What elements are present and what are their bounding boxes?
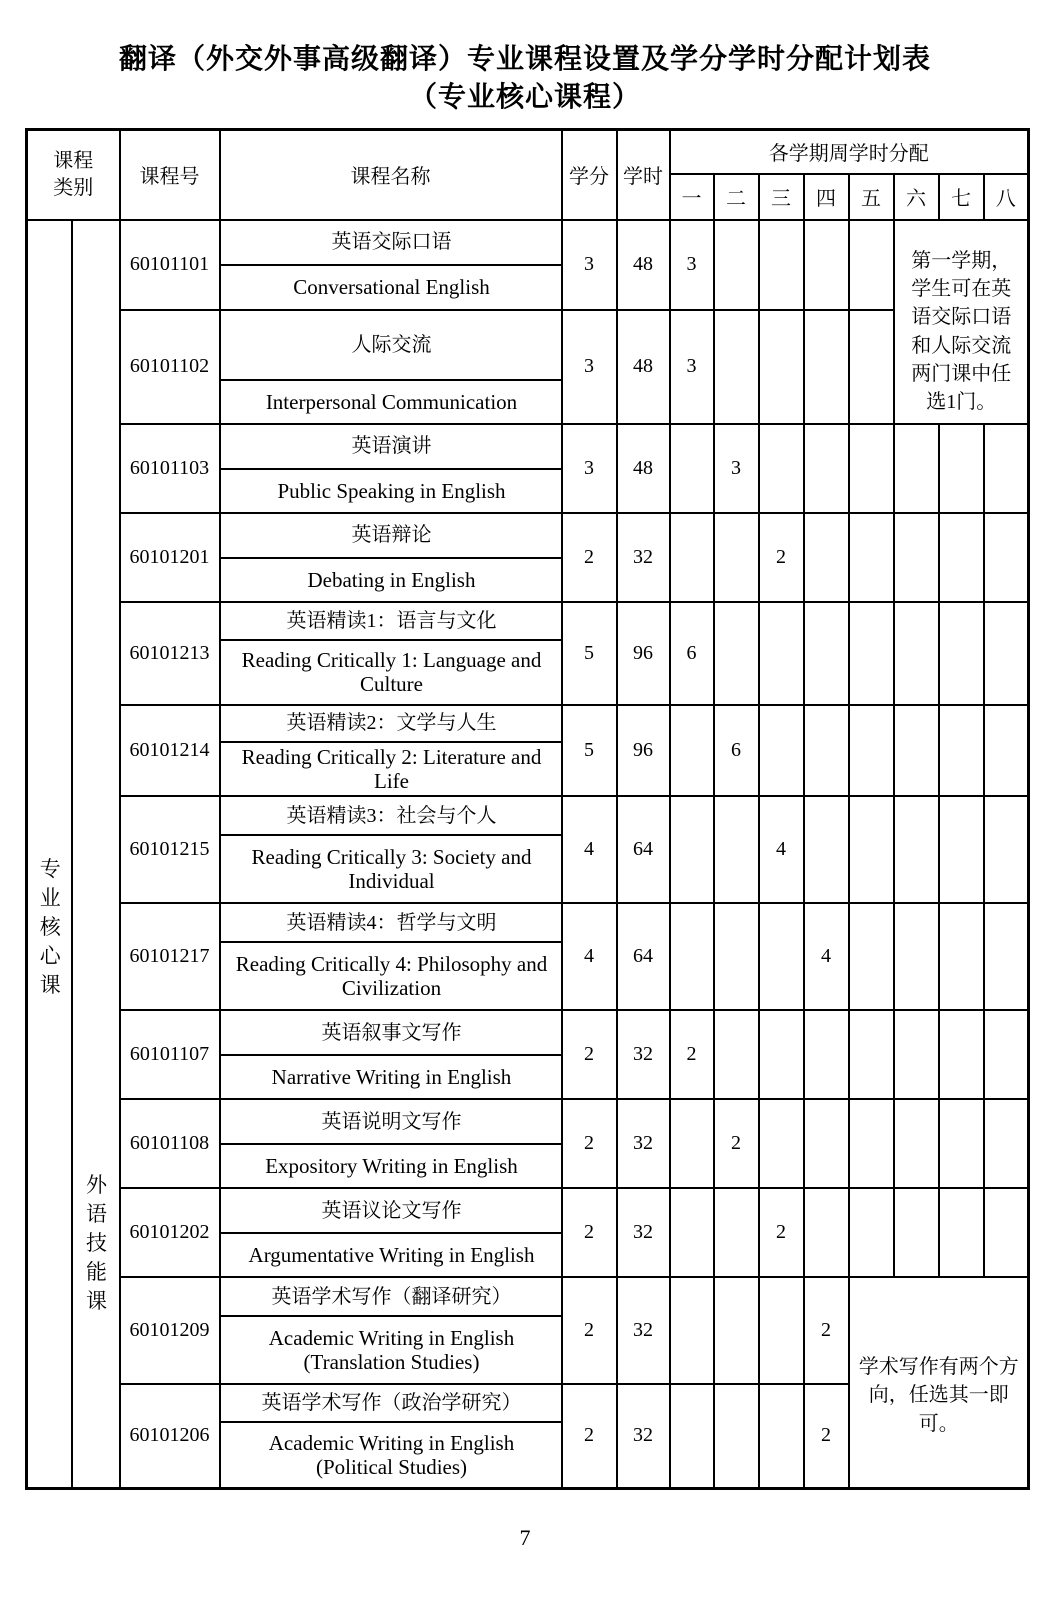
course-name-cn: 英语交际口语 bbox=[220, 220, 562, 265]
header-category bbox=[27, 130, 120, 220]
sem-hours-4 bbox=[804, 1188, 849, 1277]
sem-hours-4 bbox=[804, 220, 849, 310]
sem-hours-3 bbox=[759, 602, 804, 705]
sem-hours-4: 2 bbox=[804, 1384, 849, 1488]
sem-hours-4 bbox=[804, 705, 849, 796]
course-hours: 96 bbox=[617, 705, 670, 796]
course-name-cn: 英语议论文写作 bbox=[220, 1188, 562, 1233]
sem-hours-2 bbox=[714, 1188, 759, 1277]
header-course-name: 课程名称 bbox=[220, 130, 562, 220]
course-name-cn: 英语说明文写作 bbox=[220, 1099, 562, 1144]
sem-hours-8 bbox=[984, 424, 1029, 513]
course-hours: 48 bbox=[617, 424, 670, 513]
course-hours: 32 bbox=[617, 1384, 670, 1488]
course-hours: 96 bbox=[617, 602, 670, 705]
sem-hours-4 bbox=[804, 310, 849, 424]
course-code: 60101206 bbox=[120, 1384, 220, 1488]
title-line-2: （专业核心课程） bbox=[408, 81, 641, 112]
sem-hours-8 bbox=[984, 602, 1029, 705]
course-code: 60101213 bbox=[120, 602, 220, 705]
table-row bbox=[27, 602, 1029, 640]
sem-hours-5 bbox=[849, 1099, 894, 1188]
header-sem-4: 四 bbox=[804, 174, 849, 220]
sem-hours-3 bbox=[759, 705, 804, 796]
sem-hours-5 bbox=[849, 1188, 894, 1277]
course-credits: 2 bbox=[562, 1277, 617, 1384]
course-name-en: Reading Critically 3: Society and Individual bbox=[220, 835, 562, 903]
course-name-en: Argumentative Writing in English bbox=[220, 1233, 562, 1277]
sem-hours-5 bbox=[849, 513, 894, 602]
header-sem-2: 二 bbox=[714, 174, 759, 220]
sem-hours-7 bbox=[939, 705, 984, 796]
sem-hours-7 bbox=[939, 903, 984, 1010]
sem-hours-6 bbox=[894, 602, 939, 705]
course-credits: 4 bbox=[562, 903, 617, 1010]
sem-hours-3 bbox=[759, 1099, 804, 1188]
table-row bbox=[27, 1277, 1029, 1316]
course-name-en: Reading Critically 4: Philosophy and Civilization bbox=[220, 942, 562, 1010]
note-semester1-choice: 第一学期，学生可在英语交际口语和人际交流两门课中任选1门。 bbox=[894, 220, 1029, 424]
header-category-label: 课程类别 bbox=[53, 149, 94, 199]
sem-hours-2 bbox=[714, 513, 759, 602]
sem-hours-1 bbox=[670, 513, 714, 602]
course-name-cn: 英语精读3：社会与个人 bbox=[220, 796, 562, 835]
sem-hours-3: 2 bbox=[759, 1188, 804, 1277]
sem-hours-8 bbox=[984, 796, 1029, 903]
course-credits: 3 bbox=[562, 220, 617, 310]
sem-hours-5 bbox=[849, 705, 894, 796]
sem-hours-1 bbox=[670, 796, 714, 903]
category-secondary-label: 外语技能课 bbox=[83, 1173, 108, 1319]
sem-hours-4 bbox=[804, 602, 849, 705]
course-name-en: Academic Writing in English (Political Studies) bbox=[220, 1422, 562, 1488]
course-hours: 32 bbox=[617, 1010, 670, 1099]
course-hours: 48 bbox=[617, 220, 670, 310]
course-name-en: Expository Writing in English bbox=[220, 1144, 562, 1188]
course-code: 60101103 bbox=[120, 424, 220, 513]
sem-hours-5 bbox=[849, 903, 894, 1010]
course-name-cn: 英语学术写作（翻译研究） bbox=[220, 1277, 562, 1316]
sem-hours-8 bbox=[984, 705, 1029, 796]
sem-hours-3 bbox=[759, 1010, 804, 1099]
category-secondary bbox=[72, 220, 120, 1489]
category-primary bbox=[27, 220, 72, 1489]
sem-hours-7 bbox=[939, 513, 984, 602]
table-row bbox=[27, 903, 1029, 942]
sem-hours-4: 2 bbox=[804, 1277, 849, 1384]
sem-hours-7 bbox=[939, 1099, 984, 1188]
course-credits: 5 bbox=[562, 705, 617, 796]
course-code: 60101101 bbox=[120, 220, 220, 310]
course-name-en: Interpersonal Communication bbox=[220, 380, 562, 424]
category-primary-label: 专业核心课 bbox=[37, 857, 62, 1003]
sem-hours-2: 6 bbox=[714, 705, 759, 796]
course-credits: 2 bbox=[562, 513, 617, 602]
table-row bbox=[27, 513, 1029, 558]
course-hours: 32 bbox=[617, 1277, 670, 1384]
course-code: 60101107 bbox=[120, 1010, 220, 1099]
sem-hours-6 bbox=[894, 1099, 939, 1188]
sem-hours-7 bbox=[939, 796, 984, 903]
course-credits: 2 bbox=[562, 1099, 617, 1188]
sem-hours-2 bbox=[714, 1010, 759, 1099]
sem-hours-1 bbox=[670, 903, 714, 1010]
header-sem-8: 八 bbox=[984, 174, 1029, 220]
course-code: 60101201 bbox=[120, 513, 220, 602]
sem-hours-2: 2 bbox=[714, 1099, 759, 1188]
sem-hours-4 bbox=[804, 1099, 849, 1188]
course-hours: 32 bbox=[617, 513, 670, 602]
sem-hours-7 bbox=[939, 1010, 984, 1099]
sem-hours-2 bbox=[714, 903, 759, 1010]
table-row bbox=[27, 310, 1029, 380]
sem-hours-1: 3 bbox=[670, 220, 714, 310]
header-sem-1: 一 bbox=[670, 174, 714, 220]
course-name-en: Public Speaking in English bbox=[220, 469, 562, 513]
sem-hours-7 bbox=[939, 1188, 984, 1277]
sem-hours-4 bbox=[804, 796, 849, 903]
header-sem-3: 三 bbox=[759, 174, 804, 220]
sem-hours-5 bbox=[849, 220, 894, 310]
table-row bbox=[27, 705, 1029, 742]
sem-hours-3: 2 bbox=[759, 513, 804, 602]
sem-hours-2 bbox=[714, 602, 759, 705]
sem-hours-8 bbox=[984, 1099, 1029, 1188]
sem-hours-8 bbox=[984, 513, 1029, 602]
header-sem-5: 五 bbox=[849, 174, 894, 220]
course-code: 60101214 bbox=[120, 705, 220, 796]
sem-hours-5 bbox=[849, 796, 894, 903]
sem-hours-8 bbox=[984, 1010, 1029, 1099]
header-sem-7: 七 bbox=[939, 174, 984, 220]
sem-hours-4 bbox=[804, 513, 849, 602]
sem-hours-1 bbox=[670, 1384, 714, 1488]
sem-hours-5 bbox=[849, 1010, 894, 1099]
sem-hours-4: 4 bbox=[804, 903, 849, 1010]
sem-hours-1 bbox=[670, 1277, 714, 1384]
sem-hours-1 bbox=[670, 1188, 714, 1277]
sem-hours-2 bbox=[714, 796, 759, 903]
course-credits: 5 bbox=[562, 602, 617, 705]
table-row bbox=[27, 796, 1029, 835]
page-title bbox=[0, 40, 1050, 116]
sem-hours-3 bbox=[759, 1384, 804, 1488]
sem-hours-5 bbox=[849, 602, 894, 705]
sem-hours-2 bbox=[714, 220, 759, 310]
course-name-en: Reading Critically 1: Language and Culture bbox=[220, 640, 562, 705]
course-hours: 48 bbox=[617, 310, 670, 424]
table-row bbox=[27, 1099, 1029, 1144]
sem-hours-7 bbox=[939, 424, 984, 513]
course-name-cn: 英语精读1：语言与文化 bbox=[220, 602, 562, 640]
sem-hours-1 bbox=[670, 1099, 714, 1188]
course-code: 60101217 bbox=[120, 903, 220, 1010]
course-name-en: Reading Critically 2: Literature and Life bbox=[220, 742, 562, 796]
sem-hours-2 bbox=[714, 310, 759, 424]
table-row bbox=[27, 1188, 1029, 1233]
sem-hours-1 bbox=[670, 705, 714, 796]
sem-hours-3 bbox=[759, 424, 804, 513]
sem-hours-5 bbox=[849, 424, 894, 513]
sem-hours-4 bbox=[804, 1010, 849, 1099]
table-row bbox=[27, 424, 1029, 469]
course-credits: 4 bbox=[562, 796, 617, 903]
sem-hours-6 bbox=[894, 1188, 939, 1277]
sem-hours-2 bbox=[714, 1384, 759, 1488]
sem-hours-1 bbox=[670, 424, 714, 513]
course-name-en: Narrative Writing in English bbox=[220, 1055, 562, 1099]
header-credits: 学分 bbox=[562, 130, 617, 220]
sem-hours-2 bbox=[714, 1277, 759, 1384]
course-code: 60101108 bbox=[120, 1099, 220, 1188]
page-number: 7 bbox=[519, 1525, 531, 1550]
note-academic-writing-choice: 学术写作有两个方向，任选其一即可。 bbox=[849, 1277, 1029, 1488]
course-hours: 32 bbox=[617, 1099, 670, 1188]
course-name-cn: 英语演讲 bbox=[220, 424, 562, 469]
sem-hours-3 bbox=[759, 1277, 804, 1384]
sem-hours-8 bbox=[984, 903, 1029, 1010]
sem-hours-8 bbox=[984, 1188, 1029, 1277]
header-semester-group: 各学期周学时分配 bbox=[670, 130, 1029, 174]
course-name-cn: 英语精读4：哲学与文明 bbox=[220, 903, 562, 942]
course-hours: 32 bbox=[617, 1188, 670, 1277]
header-hours: 学时 bbox=[617, 130, 670, 220]
course-name-cn: 英语精读2：文学与人生 bbox=[220, 705, 562, 742]
course-name-cn: 英语叙事文写作 bbox=[220, 1010, 562, 1055]
title-line-1: 翻译（外交外事高级翻译）专业课程设置及学分学时分配计划表 bbox=[118, 43, 931, 74]
course-name-cn: 人际交流 bbox=[220, 310, 562, 380]
course-code: 60101202 bbox=[120, 1188, 220, 1277]
sem-hours-5 bbox=[849, 310, 894, 424]
course-name-en: Debating in English bbox=[220, 558, 562, 602]
sem-hours-6 bbox=[894, 424, 939, 513]
sem-hours-6 bbox=[894, 1010, 939, 1099]
course-credits: 3 bbox=[562, 310, 617, 424]
sem-hours-1: 3 bbox=[670, 310, 714, 424]
course-name-cn: 英语学术写作（政治学研究） bbox=[220, 1384, 562, 1422]
course-code: 60101209 bbox=[120, 1277, 220, 1384]
course-credits: 3 bbox=[562, 424, 617, 513]
sem-hours-1: 6 bbox=[670, 602, 714, 705]
sem-hours-2: 3 bbox=[714, 424, 759, 513]
table-row bbox=[27, 1010, 1029, 1055]
course-credits: 2 bbox=[562, 1384, 617, 1488]
sem-hours-1: 2 bbox=[670, 1010, 714, 1099]
course-credits: 2 bbox=[562, 1010, 617, 1099]
course-name-en: Conversational English bbox=[220, 265, 562, 310]
sem-hours-6 bbox=[894, 903, 939, 1010]
course-name-en: Academic Writing in English (Translation Studies) bbox=[220, 1316, 562, 1384]
table-row bbox=[27, 220, 1029, 265]
sem-hours-6 bbox=[894, 513, 939, 602]
course-credits: 2 bbox=[562, 1188, 617, 1277]
sem-hours-3: 4 bbox=[759, 796, 804, 903]
header-sem-6: 六 bbox=[894, 174, 939, 220]
sem-hours-7 bbox=[939, 602, 984, 705]
sem-hours-4 bbox=[804, 424, 849, 513]
sem-hours-3 bbox=[759, 903, 804, 1010]
sem-hours-3 bbox=[759, 220, 804, 310]
course-plan-table bbox=[25, 128, 1030, 1490]
course-hours: 64 bbox=[617, 903, 670, 1010]
course-name-cn: 英语辩论 bbox=[220, 513, 562, 558]
sem-hours-6 bbox=[894, 705, 939, 796]
header-course-no: 课程号 bbox=[120, 130, 220, 220]
sem-hours-6 bbox=[894, 796, 939, 903]
header-row-1 bbox=[27, 130, 1029, 174]
course-hours: 64 bbox=[617, 796, 670, 903]
course-code: 60101215 bbox=[120, 796, 220, 903]
course-code: 60101102 bbox=[120, 310, 220, 424]
sem-hours-3 bbox=[759, 310, 804, 424]
